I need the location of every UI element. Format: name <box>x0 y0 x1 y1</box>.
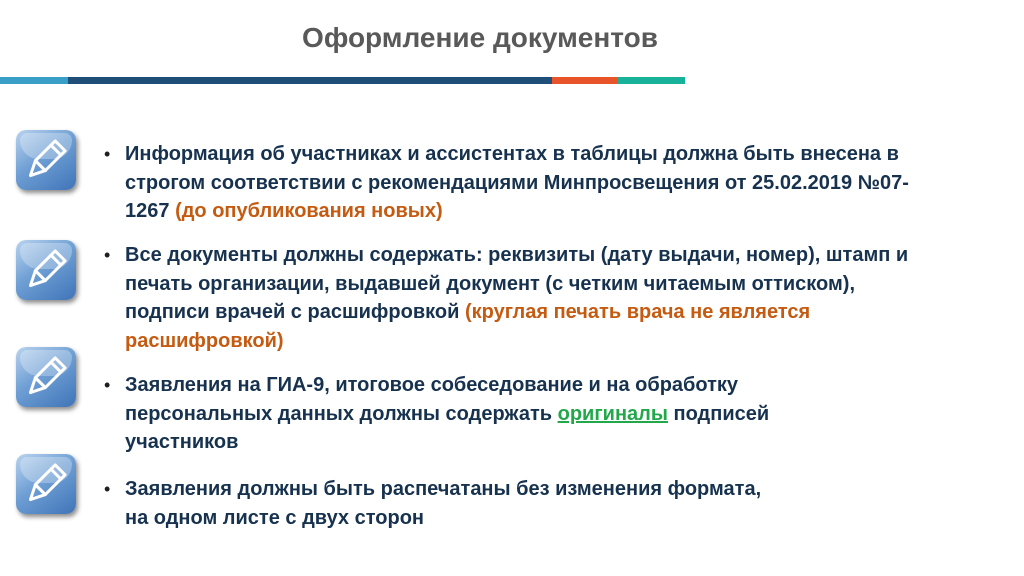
bullet-text <box>125 371 864 457</box>
accent-stripe <box>618 77 685 84</box>
bullet-dot: • <box>104 144 111 164</box>
bullet-text <box>125 140 924 226</box>
bullet-text-line: на одном листе с двух сторон <box>125 506 424 529</box>
pencil-icon <box>16 347 76 407</box>
bullet-dot: • <box>104 245 111 265</box>
bullet-text <box>125 241 944 355</box>
accent-stripe <box>0 77 68 84</box>
slide-title: Оформление документов <box>302 22 658 53</box>
bullet-text-tail: подписей участников <box>125 402 770 453</box>
accent-stripe <box>68 77 552 84</box>
bullet-dot: • <box>104 479 111 499</box>
pencil-icon <box>16 130 76 190</box>
bullet-text-main: Информация об участниках и ассистентах в таблицы должна быть внесена в строгом соответствии с рекомендациями Минпросвещения от 25.02.2019 №07-1267 <box>125 143 909 222</box>
bullet-text <box>125 475 944 532</box>
bullet-text-main: Все документы должны содержать: реквизиты (дату выдачи, номер), штамп и печать организации, выдавшей документ (с четким читаемым оттиском), подписи врачей с расшифровкой <box>125 244 909 323</box>
bullet-highlight: (круглая печать врача не является расшифровкой) <box>125 301 811 352</box>
pencil-icon <box>16 240 76 300</box>
bullet-item <box>104 140 924 226</box>
bullet-item <box>104 475 944 532</box>
bullet-text-main: Заявления на ГИА-9, итоговое собеседование и на обработку персональных данных должны содержать <box>125 374 739 425</box>
bullet-dot: • <box>104 375 111 395</box>
bullet-item <box>104 241 944 355</box>
bullet-text-line: Заявления должны быть распечатаны без изменения формата, <box>125 478 762 500</box>
pencil-icon <box>16 454 76 514</box>
accent-stripe <box>552 77 618 84</box>
bullet-highlight: (до опубликования новых) <box>175 200 443 222</box>
bullet-item <box>104 371 864 457</box>
bullet-highlight: оригиналы <box>557 402 668 425</box>
